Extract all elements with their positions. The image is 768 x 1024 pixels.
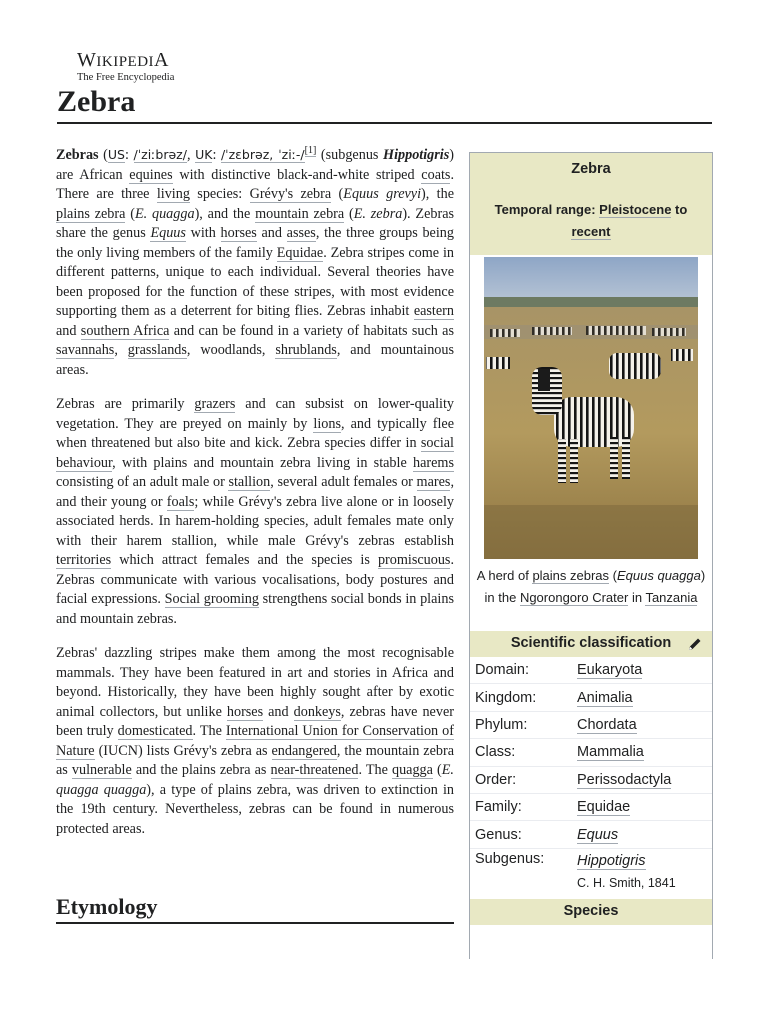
temporal-range: Temporal range: Pleistocene to recent bbox=[494, 202, 688, 239]
asses-link[interactable]: asses bbox=[286, 225, 316, 241]
taxon-row-subgenus: Subgenus: Hippotigris C. H. Smith, 1841 bbox=[470, 848, 712, 899]
grazers-link[interactable]: grazers bbox=[194, 396, 236, 412]
article-body bbox=[56, 145, 454, 854]
image-caption: A herd of plains zebras (Equus quagga) in the Ngorongoro Crater in Tanzania bbox=[476, 568, 706, 605]
vulnerable-link[interactable]: vulnerable bbox=[71, 762, 132, 778]
iucn-link[interactable]: International Union for Conservation of Nature bbox=[56, 723, 454, 759]
plains-zebras-link[interactable]: plains zebras bbox=[532, 568, 610, 583]
foals-link[interactable]: foals bbox=[166, 493, 195, 510]
infobox-header bbox=[470, 153, 712, 255]
taxon-row-order: Order: Perissodactyla bbox=[470, 766, 712, 793]
equus-link[interactable]: Equus bbox=[150, 225, 186, 241]
savannahs-link[interactable]: savannahs bbox=[56, 342, 115, 358]
subgenus-authority: C. H. Smith, 1841 bbox=[577, 875, 676, 890]
ngorongoro-link[interactable]: Ngorongoro Crater bbox=[519, 589, 629, 605]
grevys-zebra-link[interactable]: Grévy's zebra bbox=[249, 186, 332, 202]
taxon-row-class: Class: Mammalia bbox=[470, 738, 712, 765]
paragraph-behaviour: Zebras are primarily grazers and can subsist on lower-quality vegetation. They are preyed on mainly by lions, and typically flee when threatened but also bite and kick. Zebra species differ in social behaviour, with plains and mountain zebra living in stable harems consisting of an adult male or stallion, several adult females or mares, and their young or foals; while Grévy's zebra live alone or in loosely associated herds. In harem-holding species, adult females mate only with their harem stallion, while male Grévy's zebras establish territories which attract females and the species is promiscuous. Zebras communicate with various vocalisations, body postures and facial expressions. Social grooming strengthens social bonds in plains and mountain zebras. bbox=[56, 396, 455, 627]
near-threatened-link[interactable]: near-threatened bbox=[270, 762, 359, 778]
order-link[interactable]: Perissodactyla bbox=[577, 771, 672, 788]
donkeys-link[interactable]: donkeys bbox=[293, 703, 341, 720]
stallion-link[interactable]: stallion bbox=[228, 474, 271, 490]
horses-link-2[interactable]: horses bbox=[226, 703, 264, 720]
ipa-uk[interactable]: /ˈzɛbrəz, ˈziː-/ bbox=[220, 147, 305, 162]
species-header: Species bbox=[470, 899, 712, 925]
reference-1[interactable]: [1] bbox=[304, 145, 317, 157]
wikipedia-logo[interactable] bbox=[77, 50, 197, 84]
taxon-row-genus: Genus: Equus bbox=[470, 820, 712, 847]
quagga-link[interactable]: quagga bbox=[391, 762, 433, 778]
domesticated-link[interactable]: domesticated bbox=[117, 723, 193, 739]
infobox bbox=[469, 152, 713, 959]
grasslands-link[interactable]: grasslands bbox=[127, 342, 187, 358]
family-link[interactable]: Equidae bbox=[577, 799, 631, 816]
infobox-image-container bbox=[470, 257, 712, 561]
equines-link[interactable]: equines bbox=[129, 166, 173, 183]
genus-link[interactable]: Equus bbox=[577, 826, 619, 843]
pleistocene-link[interactable]: Pleistocene bbox=[599, 202, 672, 217]
horses-link[interactable]: horses bbox=[220, 225, 257, 241]
lions-link[interactable]: lions bbox=[313, 415, 341, 432]
taxonomy-rows bbox=[470, 657, 712, 848]
taxon-row-domain: Domain: Eukaryota bbox=[475, 662, 643, 679]
logo-wordmark: WIKIPEDIA bbox=[77, 49, 169, 71]
ipa-us[interactable]: /ˈziːbrəz/ bbox=[133, 147, 187, 162]
uk-link[interactable]: UK bbox=[195, 147, 213, 162]
living-link[interactable]: living bbox=[156, 186, 190, 202]
southern-africa-link[interactable]: southern Africa bbox=[80, 322, 170, 339]
infobox-title: Zebra bbox=[571, 161, 611, 177]
subgenus-link[interactable]: Hippotigris bbox=[577, 852, 646, 869]
paragraph-culture: Zebras' dazzling stripes make them among the most recognisable mammals. They have been featured in art and stories in Africa and beyond. Historically, they have been highly sought after by exotic animal collectors, but unlike horses and donkeys, zebras have never been truly domesticated. The International Union for Conservation of Nature (IUCN) lists Grévy's zebra as endangered, the mountain zebra as vulnerable and the plains zebra as near-threatened. The quagga (E. quagga quagga), a type of plains zebra, was driven to extinction in the 19th century. Nevertheless, zebras can be found in numerous protected areas. bbox=[56, 645, 455, 837]
equidae-link[interactable]: Equidae bbox=[276, 244, 324, 261]
phylum-link[interactable]: Chordata bbox=[577, 716, 637, 733]
recent-link[interactable]: recent bbox=[571, 224, 611, 239]
taxon-row-phylum: Phylum: Chordata bbox=[470, 711, 712, 738]
plains-zebra-link[interactable]: plains zebra bbox=[56, 205, 126, 222]
etymology-heading: Etymology bbox=[56, 892, 454, 924]
promiscuous-link[interactable]: promiscuous bbox=[377, 552, 451, 568]
territories-link[interactable]: territories bbox=[56, 552, 112, 568]
kingdom-link[interactable]: Animalia bbox=[577, 689, 633, 706]
harems-link[interactable]: harems bbox=[413, 454, 454, 471]
zebra-photo[interactable] bbox=[484, 257, 698, 559]
shrublands-link[interactable]: shrublands bbox=[275, 342, 337, 358]
class-link[interactable]: Mammalia bbox=[577, 744, 644, 761]
us-link[interactable]: US bbox=[107, 147, 125, 162]
mountain-zebra-link[interactable]: mountain zebra bbox=[255, 205, 345, 222]
mares-link[interactable]: mares bbox=[416, 474, 451, 490]
scientific-classification-header: Scientific classification bbox=[470, 631, 712, 657]
tanzania-link[interactable]: Tanzania bbox=[645, 589, 698, 605]
pencil-icon[interactable] bbox=[687, 636, 703, 652]
endangered-link[interactable]: endangered bbox=[271, 742, 337, 759]
logo-tagline: The Free Encyclopedia bbox=[77, 72, 175, 83]
coats-link[interactable]: coats bbox=[421, 166, 451, 183]
paragraph-intro: Zebras (US: /ˈziːbrəz/, UK: /ˈzɛbrəz, ˈziː-/[1] (subgenus Hippotigris) are African equines with distinctive black-and-white striped coats. There are three living species: Grévy's zebra (Equus grevyi), the plains zebra (E. quagga), and the mountain zebra (E. zebra). Zebras share the genus Equus with horses and asses, the three groups being the only living members of the family Equidae. Zebra stripes come in different patterns, unique to each individual. Several theories have been proposed for the function of these stripes, with most evidence supporting them as a deterrent for biting flies. Zebras inhabit eastern and southern Africa and can be found in a variety of habitats such as savannahs, grasslands, woodlands, shrublands, and mountainous areas. bbox=[56, 145, 455, 378]
eastern-link[interactable]: eastern bbox=[413, 303, 454, 319]
page-title: Zebra bbox=[57, 84, 712, 124]
domain-link[interactable]: Eukaryota bbox=[577, 662, 643, 679]
social-grooming-link[interactable]: Social grooming bbox=[164, 591, 259, 607]
taxon-row-kingdom: Kingdom: Animalia bbox=[470, 683, 712, 710]
taxon-row-family: Family: Equidae bbox=[470, 793, 712, 820]
social-behaviour-link[interactable]: social behaviour bbox=[56, 435, 454, 471]
